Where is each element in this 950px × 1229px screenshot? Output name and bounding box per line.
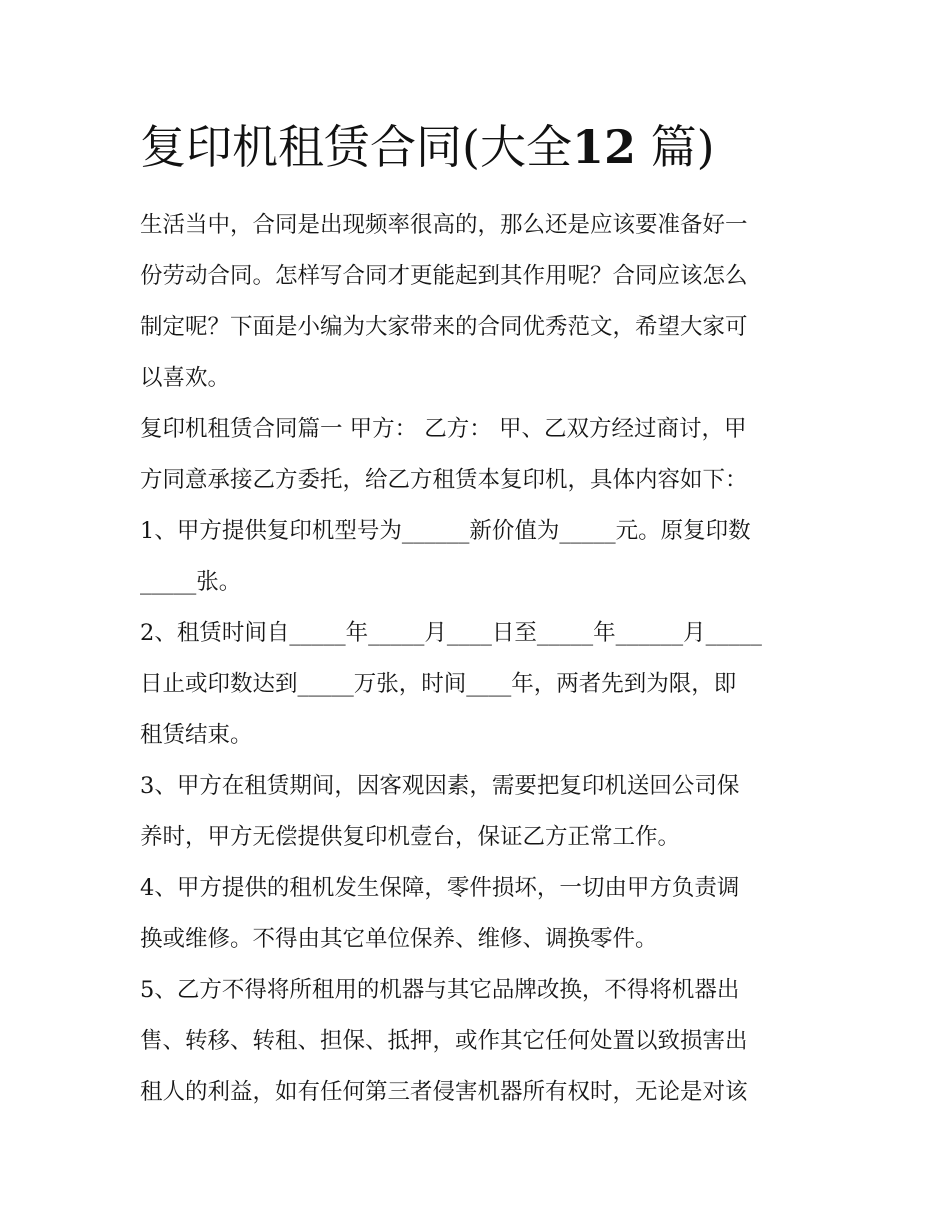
text-line: 租人的利益，如有任何第三者侵害机器所有权时，无论是对该 <box>140 1079 748 1105</box>
title-suffix: 篇) <box>650 120 715 174</box>
text-line: 换或维修。不得由其它单位保养、维修、调换零件。 <box>140 926 658 952</box>
text-line: 养时，甲方无偿提供复印机壹台，保证乙方正常工作。 <box>140 824 681 850</box>
text-line: 2、租赁时间自_____年_____月____日至_____年______月_____ <box>140 620 762 646</box>
document-body <box>140 200 820 1118</box>
text-line: 复印机租赁合同篇一 甲方： 乙方： 甲、乙双方经过商讨，甲 <box>140 416 747 442</box>
title-text: 复印机租赁合同(大全 <box>140 120 572 174</box>
text-line: 日止或印数达到_____万张，时间____年，两者先到为限，即 <box>140 671 737 697</box>
text-line: 5、乙方不得将所租用的机器与其它品牌改换，不得将机器出 <box>140 977 740 1003</box>
text-line: 3、甲方在租赁期间，因客观因素，需要把复印机送回公司保 <box>140 773 740 799</box>
document-title <box>140 112 840 182</box>
text-line: 以喜欢。 <box>140 365 231 391</box>
text-line: 1、甲方提供复印机型号为______新价值为_____元。原复印数 <box>140 518 751 544</box>
text-line: 制定呢？下面是小编为大家带来的合同优秀范文，希望大家可 <box>140 314 748 340</box>
text-line: 租赁结束。 <box>140 722 253 748</box>
text-line: _____张。 <box>140 569 242 595</box>
text-line: 生活当中，合同是出现频率很高的，那么还是应该要准备好一 <box>140 212 748 238</box>
text-line: 售、转移、转租、担保、抵押，或作其它任何处置以致损害出 <box>140 1028 748 1054</box>
title-count: 12 <box>571 120 636 174</box>
text-line: 4、甲方提供的租机发生保障，零件损坏，一切由甲方负责调 <box>140 875 740 901</box>
text-line: 方同意承接乙方委托，给乙方租赁本复印机，具体内容如下： <box>140 467 748 493</box>
text-line: 份劳动合同。怎样写合同才更能起到其作用呢？合同应该怎么 <box>140 263 748 289</box>
